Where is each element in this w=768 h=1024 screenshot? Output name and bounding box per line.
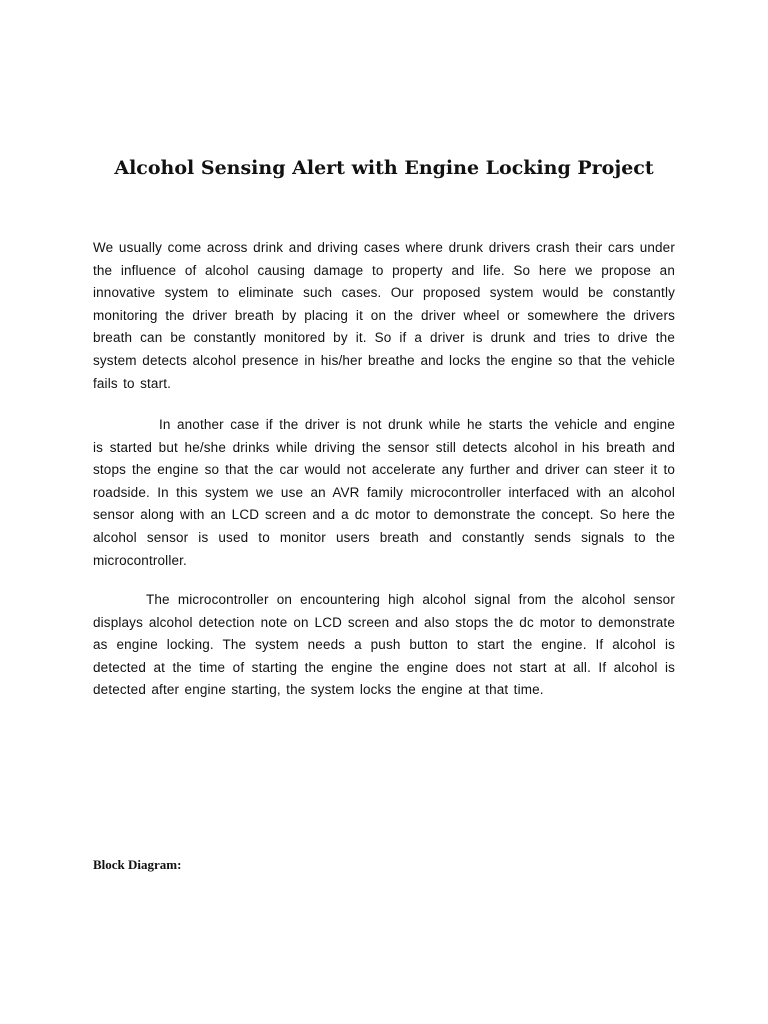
section-heading-block-diagram: Block Diagram: bbox=[93, 857, 182, 872]
paragraph-microcontroller: The microcontroller on encountering high alcohol signal from the alcohol sensor displays alcohol detection note on LCD screen and also stops the dc motor to demonstrate as engine locking. The system needs a push button to start the engine. If alcohol is detected at the time of starting the engine the engine does not start at all. If alcohol is detected after engine starting, the system locks the engine at that time. bbox=[93, 592, 675, 698]
document-title: Alcohol Sensing Alert with Engine Locking Project bbox=[114, 157, 654, 179]
paragraph-second-case: In another case if the driver is not drunk while he starts the vehicle and engine is started but he/she drinks while driving the sensor still detects alcohol in his breath and stops the engine so that the car would not accelerate any further and driver can steer it to roadside. In this system we use an AVR family microcontroller interfaced with an alcohol sensor along with an LCD screen and a dc motor to demonstrate the concept. So here the alcohol sensor is used to monitor users breath and constantly sends signals to the microcontroller. bbox=[93, 417, 675, 568]
paragraph-intro: We usually come across drink and driving cases where drunk drivers crash their cars under the influence of alcohol causing damage to property and life. So here we propose an innovative system to eliminate such cases. Our proposed system would be constantly monitoring the driver breath by placing it on the driver wheel or somewhere the drivers breath can be constantly monitored by it. So if a driver is drunk and tries to drive the system detects alcohol presence in his/her breathe and locks the engine so that the vehicle fails to start. bbox=[93, 240, 675, 391]
